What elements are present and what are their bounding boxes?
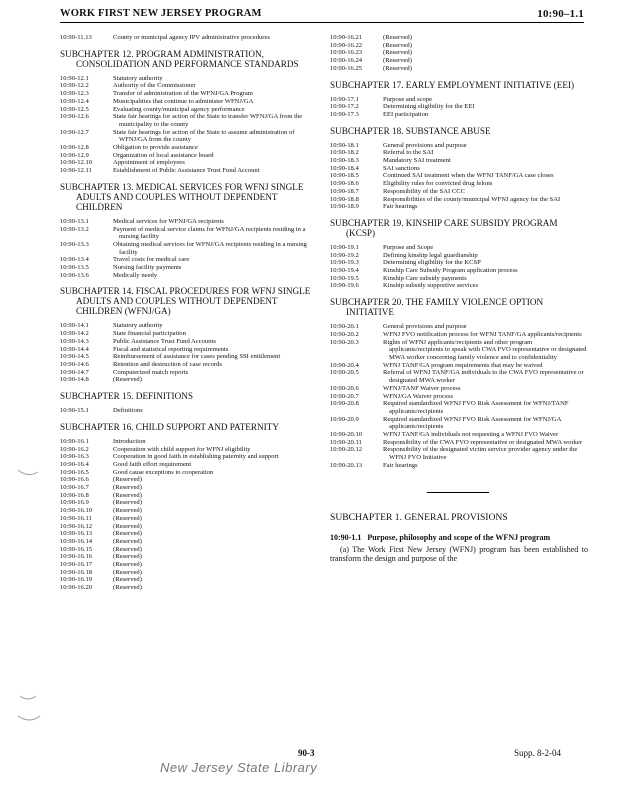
section-title: Purpose and scope [383, 95, 433, 103]
section-title: Continued SAI treatment when the WFNJ TANF/GA case closes [383, 172, 554, 180]
section-number: 10:90-13.3 [60, 240, 89, 248]
toc-entry [330, 111, 588, 119]
subchapter-heading: SUBCHAPTER 13. MEDICAL SERVICES FOR WFNJ SINGLE ADULTS AND COUPLES WITHOUT DEPENDENT CHILDREN [60, 181, 304, 212]
section-number: 10:90-14.7 [60, 368, 89, 376]
toc-entry [330, 446, 588, 461]
toc-entry [330, 34, 588, 42]
section-number: 10:90-13.6 [60, 271, 89, 279]
section-title: (Reserved) [113, 484, 142, 492]
toc-entry [60, 523, 316, 531]
section-number: 10:90-16.14 [60, 537, 93, 545]
section-title: (Reserved) [113, 514, 142, 522]
section-number: 10:90-16.2 [60, 445, 89, 453]
toc-entry [60, 346, 316, 354]
toc-entry [330, 196, 588, 204]
toc-entry [60, 75, 316, 83]
section-title: Fiscal and statistical reporting requirements [113, 345, 229, 353]
subchapter-heading: SUBCHAPTER 20. THE FAMILY VIOLENCE OPTION INITIATIVE [330, 297, 544, 318]
toc-entry [60, 226, 316, 241]
toc-entry [330, 42, 588, 50]
section-title: WFNJ TANF/GA program requirements that may be waived [383, 361, 543, 369]
section-title: (Reserved) [113, 568, 142, 576]
section-title: County or municipal agency IPV administrative procedures [113, 34, 270, 41]
toc-entry [60, 476, 316, 484]
toc-entry [330, 244, 588, 252]
toc-entry [60, 241, 316, 256]
section-title: (Reserved) [383, 41, 412, 49]
section-title: Responsibility of the CWA FVO representative or designated MWA worker [383, 438, 583, 446]
section-number: 10:90-14.3 [60, 337, 89, 345]
section-title: SAI sanctions [383, 164, 420, 172]
toc-entry [60, 438, 316, 446]
toc-entry [60, 369, 316, 377]
section-title: General provisions and purpose [383, 141, 467, 149]
toc-entry [60, 144, 316, 152]
section-number: 10:90-16.1 [60, 437, 89, 445]
subchapter-heading: SUBCHAPTER 16. CHILD SUPPORT AND PATERNITY [60, 421, 279, 432]
section-title: (Reserved) [113, 507, 142, 515]
toc-entry [330, 369, 588, 384]
right-column [330, 34, 588, 563]
toc-entry [60, 34, 316, 42]
section-heading [330, 533, 588, 542]
toc-entry [60, 469, 316, 477]
section-title: Evaluating county/municipal agency performance [113, 105, 245, 113]
section-title: Retention and destruction of case records [113, 360, 222, 368]
section-title: Obtaining medical services for WFNJ/GA recipients residing in a nursing facility [113, 240, 307, 256]
section-title: Public Assistance Trust Fund Accounts [113, 337, 216, 345]
subchapter-heading: SUBCHAPTER 1. GENERAL PROVISIONS [330, 511, 508, 523]
section-number: 10:90-16.4 [60, 460, 89, 468]
toc-entry [330, 180, 588, 188]
toc-entry [330, 339, 588, 362]
toc-entry [330, 331, 588, 339]
section-number: 10:90-13.4 [60, 256, 89, 264]
subchapter-heading: SUBCHAPTER 19. KINSHIP CARE SUBSIDY PROGRAM (KCSP) [330, 217, 558, 238]
section-number: 10:90-12.6 [60, 113, 89, 121]
section-number: 10:90-16.18 [60, 568, 93, 576]
toc-entry [60, 446, 316, 454]
section-number: 10:90-19.6 [330, 282, 359, 290]
section-number: 10:90-16.23 [330, 49, 363, 57]
section-title: Responsibility of the SAI CCC [383, 187, 466, 195]
section-divider [427, 492, 489, 493]
toc-entry [60, 507, 316, 515]
section-number: 10:90-18.8 [330, 195, 359, 203]
section-title: (Reserved) [113, 491, 142, 499]
section-title: Responsibilities of the county/municipal WFNJ agency for the SAI [383, 195, 561, 203]
section-number: 10:90-20.3 [330, 338, 359, 346]
toc-entry [60, 98, 316, 106]
section-number: 10:90-12.2 [60, 82, 89, 90]
section-number: 10:90-16.17 [60, 561, 93, 569]
toc-entry [60, 129, 316, 144]
toc-entry [330, 439, 588, 447]
toc-entry [330, 393, 588, 401]
library-stamp: New Jersey State Library [160, 760, 318, 775]
toc-entry [60, 361, 316, 369]
toc-entry [330, 431, 588, 439]
section-title: Municipalities that continue to administer WFNJ/GA [113, 97, 254, 105]
section-title: Required standardized WFNJ FVO Risk Assessment for WFNJ/TANF applicants/recipients [383, 400, 569, 415]
section-number: 10:90-18.6 [330, 180, 359, 188]
section-number: 10:90-20.2 [330, 330, 359, 338]
section-number: 10:90-11.13 [60, 34, 92, 41]
section-title: Organization of local assistance board [113, 151, 214, 159]
section-number: 10:90-18.5 [330, 172, 359, 180]
section-number: 10:90-19.3 [330, 259, 359, 267]
section-title: Obligation to provide assistance [113, 144, 198, 152]
section-title: Purpose and Scope [383, 243, 434, 251]
section-number: 10:90-20.1 [330, 323, 359, 331]
header-title: WORK FIRST NEW JERSEY PROGRAM [60, 8, 262, 19]
section-number: 10:90-20.6 [330, 384, 359, 392]
section-title: Referral of WFNJ TANF/GA individuals to the CWA FVO representative or designated MWA worker [383, 369, 584, 385]
subchapter-heading: SUBCHAPTER 18. SUBSTANCE ABUSE [330, 125, 491, 136]
toc-entry [60, 90, 316, 98]
section-title: EEI participation [383, 110, 429, 118]
section-number: 10:90-12.1 [60, 74, 89, 82]
section-title: Medically needy [113, 271, 158, 279]
toc-entry [330, 188, 588, 196]
section-title: (Reserved) [113, 561, 142, 569]
section-title: WFNJ/TANF Waiver process [383, 384, 461, 392]
section-number: 10:90-17.2 [330, 103, 359, 111]
section-title: State fair hearings for action of the State to transfer WFNJ/GA from the municipality to the county [113, 113, 303, 128]
section-title: (Reserved) [113, 530, 142, 538]
toc-entry [330, 103, 588, 111]
toc-entry [60, 546, 316, 554]
toc-entry [330, 267, 588, 275]
section-number: 10:90-19.4 [330, 267, 359, 275]
toc-entry [330, 282, 588, 290]
section-number: 10:90-14.6 [60, 360, 89, 368]
toc-entry [60, 453, 316, 461]
toc-entry [60, 256, 316, 264]
section-number: 10:90-12.9 [60, 151, 89, 159]
section-number: 10:90-14.8 [60, 376, 89, 384]
section-title: Introduction [113, 437, 146, 445]
section-number: 10:90-16.21 [330, 34, 363, 41]
section-title: Mandatory SAI treatment [383, 157, 451, 165]
section-title: Good faith effort requirement [113, 460, 192, 468]
header-section: 10:90–1.1 [537, 8, 584, 20]
toc-entry [60, 322, 316, 330]
section-number: 10:90-16.24 [330, 57, 363, 65]
toc-entry [330, 65, 588, 73]
section-number: 10:90-14.4 [60, 345, 89, 353]
section-number: 10:90-20.13 [330, 461, 363, 469]
section-title: Transfer of administration of the WFNJ/GA Program [113, 90, 253, 98]
section-title: (Reserved) [113, 499, 142, 507]
toc-entry [60, 538, 316, 546]
toc-entry [60, 167, 316, 175]
section-number: 10:90-12.5 [60, 105, 89, 113]
section-title: Payment of medical service claims for WFNJ/GA recipients residing in a nursing facility [113, 225, 306, 241]
section-title: (Reserved) [113, 476, 142, 484]
section-number: 10:90-20.10 [330, 431, 363, 439]
subchapter-heading: SUBCHAPTER 15. DEFINITIONS [60, 391, 193, 402]
section-number: 10:90-20.8 [330, 400, 359, 408]
section-number: 10:90-15.1 [60, 407, 89, 415]
toc-entry [60, 515, 316, 523]
section-title: Purpose, philosophy and scope of the WFNJ program [367, 532, 551, 542]
section-number: 10:90-16.22 [330, 41, 363, 49]
section-title: (Reserved) [113, 376, 142, 384]
toc-entry [60, 576, 316, 584]
toc-entry [60, 561, 316, 569]
toc-entry [330, 149, 588, 157]
toc-entry [330, 157, 588, 165]
toc-entry [330, 400, 588, 415]
toc-entry [60, 530, 316, 538]
toc-entry [60, 218, 316, 226]
toc-entry [60, 461, 316, 469]
toc-entry [330, 416, 588, 431]
section-title: Eligibility rules for convicted drug felons [383, 180, 493, 188]
toc-entry [60, 264, 316, 272]
section-title: (Reserved) [383, 34, 412, 41]
section-number: 10:90-16.9 [60, 499, 89, 507]
section-number: 10:90-19.2 [330, 251, 359, 259]
section-title: Reimbursement of assistance for cases pending SSI entitlement [113, 353, 281, 361]
section-title: (Reserved) [113, 576, 142, 584]
section-title: Kinship Care Subsidy Program application process [383, 267, 518, 275]
section-title: (Reserved) [383, 49, 412, 57]
section-number: 10:90-20.11 [330, 438, 362, 446]
section-number: 10:90-17.1 [330, 95, 359, 103]
section-number: 10:90-13.5 [60, 264, 89, 272]
toc-entry [60, 353, 316, 361]
section-number: 10:90-18.3 [330, 157, 359, 165]
section-title: WFNJ/GA Waiver process [383, 392, 454, 400]
toc-entry [60, 569, 316, 577]
section-number: 10:90-19.5 [330, 274, 359, 282]
section-title: Required standardized WFNJ FVO Risk Assessment for WFNJ/GA applicants/recipients [383, 415, 561, 431]
section-number: 10:90-16.7 [60, 484, 89, 492]
section-title: Statutory authority [113, 322, 163, 330]
toc-entry [60, 159, 316, 167]
section-title: Rights of WFNJ applicants/recipients and other program applicants/recipients to speak with CWA FVO representative or designated MWA worker concerning family violence and to confidentiality [383, 338, 587, 361]
section-number: 10:90-16.15 [60, 545, 93, 553]
section-number: 10:90-12.4 [60, 97, 89, 105]
section-number: 10:90-19.1 [330, 243, 359, 251]
toc-entry [330, 57, 588, 65]
section-number: 10:90-18.7 [330, 187, 359, 195]
section-number: 10:90-16.11 [60, 514, 92, 522]
subchapter-heading: SUBCHAPTER 14. FISCAL PROCEDURES FOR WFNJ SINGLE ADULTS AND COUPLES WITHOUT DEPENDENT CHILDREN (WFNJ/GA) [60, 286, 311, 317]
section-title: Kinship subsidy supportive services [383, 282, 479, 290]
section-title: Computerized match reports [113, 368, 189, 376]
section-title: Authority of the Commissioner [113, 82, 196, 90]
toc-entry [330, 165, 588, 173]
section-title: Statutory authority [113, 74, 163, 82]
toc-entry [60, 407, 316, 415]
toc-entry [330, 362, 588, 370]
section-title: (Reserved) [113, 584, 142, 592]
section-number: 10:90-18.2 [330, 149, 359, 157]
section-title: Fair hearings [383, 203, 418, 211]
section-title: Establishment of Public Assistance Trust Fund Account [113, 167, 260, 175]
section-title: Cooperation in good faith in establishing paternity and support [113, 453, 279, 461]
section-title: Definitions [113, 407, 143, 415]
toc-entry [330, 385, 588, 393]
section-number: 10:90-13.2 [60, 225, 89, 233]
section-title: Referral to the SAI [383, 149, 434, 157]
section-number: 10:90-18.9 [330, 203, 359, 211]
left-column [60, 34, 316, 592]
page-number: 90-3 [298, 748, 315, 758]
section-title: Cooperation with child support for WFNJ eligibility [113, 445, 251, 453]
section-title: State financial participation [113, 330, 186, 338]
section-number: 10:90-18.1 [330, 141, 359, 149]
section-title: (Reserved) [113, 545, 142, 553]
section-number: 10:90-12.7 [60, 128, 89, 136]
section-title: State fair hearings for action of the State to assume administration of WFNJ/GA from the county [113, 128, 295, 144]
section-number: 10:90-20.4 [330, 361, 359, 369]
toc-entry [330, 172, 588, 180]
toc-entry [60, 272, 316, 280]
section-number: 10:90-16.20 [60, 584, 93, 592]
section-number: 10:90-12.10 [60, 159, 93, 167]
section-number: 10:90-20.9 [330, 415, 359, 423]
section-number: 10:90-1.1 [330, 532, 362, 542]
section-title: (Reserved) [383, 64, 412, 72]
running-header [60, 8, 584, 23]
toc-entry [60, 376, 316, 384]
toc-entry [60, 338, 316, 346]
toc-entry [60, 113, 316, 128]
section-title: Determining eligibility for the KCSP [383, 259, 481, 267]
toc-entry [330, 323, 588, 331]
section-title: Medical services for WFNJ/GA recipients [113, 217, 224, 225]
toc-entry [60, 492, 316, 500]
section-number: 10:90-20.12 [330, 446, 363, 454]
section-number: 10:90-14.1 [60, 322, 89, 330]
toc-entry [330, 462, 588, 470]
section-number: 10:90-14.2 [60, 330, 89, 338]
section-title: WFNJ TANF/GA individuals not requesting a WFNJ FVO Waiver [383, 431, 559, 439]
supplement-date: Supp. 8-2-04 [514, 748, 561, 758]
section-title: Travel costs for medical care [113, 256, 190, 264]
section-title: WFNJ FVO notification process for WFNJ TANF/GA applicants/recipients [383, 330, 582, 338]
section-title: Appointment of employees [113, 159, 185, 167]
section-number: 10:90-16.19 [60, 576, 93, 584]
section-number: 10:90-20.7 [330, 392, 359, 400]
section-number: 10:90-16.13 [60, 530, 93, 538]
margin-marks [14, 0, 44, 800]
section-number: 10:90-16.3 [60, 453, 89, 461]
section-number: 10:90-20.5 [330, 369, 359, 377]
section-title: Nursing facility payments [113, 264, 182, 272]
section-number: 10:90-16.16 [60, 553, 93, 561]
section-title: Responsibility of the designated victim service provider agency under the WFNJ FVO Initiative [383, 446, 578, 462]
toc-entry [60, 499, 316, 507]
section-number: 10:90-18.4 [330, 164, 359, 172]
section-number: 10:90-12.11 [60, 167, 92, 175]
section-title: General provisions and purpose [383, 323, 467, 331]
body-paragraph: (a) The Work First New Jersey (WFNJ) program has been established to transform the design and purpose of the [330, 544, 588, 563]
toc-entry [330, 203, 588, 211]
subchapter-heading: SUBCHAPTER 12. PROGRAM ADMINISTRATION, CONSOLIDATION AND PERFORMANCE STANDARDS [60, 48, 299, 69]
toc-entry [60, 553, 316, 561]
toc-entry [330, 259, 588, 267]
toc-entry [60, 330, 316, 338]
toc-entry [60, 484, 316, 492]
section-number: 10:90-16.6 [60, 476, 89, 484]
section-number: 10:90-16.12 [60, 522, 93, 530]
toc-entry [60, 106, 316, 114]
section-number: 10:90-12.8 [60, 144, 89, 152]
toc-entry [330, 142, 588, 150]
toc-entry [60, 152, 316, 160]
subchapter-heading: SUBCHAPTER 17. EARLY EMPLOYMENT INITIATIVE (EEI) [330, 79, 575, 90]
section-title: Fair hearings [383, 461, 418, 469]
toc-entry [330, 275, 588, 283]
toc-entry [330, 252, 588, 260]
section-number: 10:90-16.8 [60, 491, 89, 499]
section-number: 10:90-17.3 [330, 110, 359, 118]
section-number: 10:90-16.25 [330, 64, 363, 72]
section-title: Defining kinship legal guardianship [383, 251, 478, 259]
section-title: Good cause exceptions to cooperation [113, 468, 214, 476]
toc-entry [60, 584, 316, 592]
section-title: (Reserved) [113, 537, 142, 545]
section-title: (Reserved) [113, 522, 142, 530]
section-number: 10:90-13.1 [60, 217, 89, 225]
section-title: Determining eligibility for the EEI [383, 103, 475, 111]
toc-entry [330, 49, 588, 57]
section-title: (Reserved) [113, 553, 142, 561]
section-number: 10:90-14.5 [60, 353, 89, 361]
section-number: 10:90-12.3 [60, 90, 89, 98]
section-title: (Reserved) [383, 57, 412, 65]
section-number: 10:90-16.5 [60, 468, 89, 476]
toc-entry [60, 82, 316, 90]
toc-entry [330, 96, 588, 104]
section-number: 10:90-16.10 [60, 507, 93, 515]
section-title: Kinship Care subsidy payments [383, 274, 467, 282]
